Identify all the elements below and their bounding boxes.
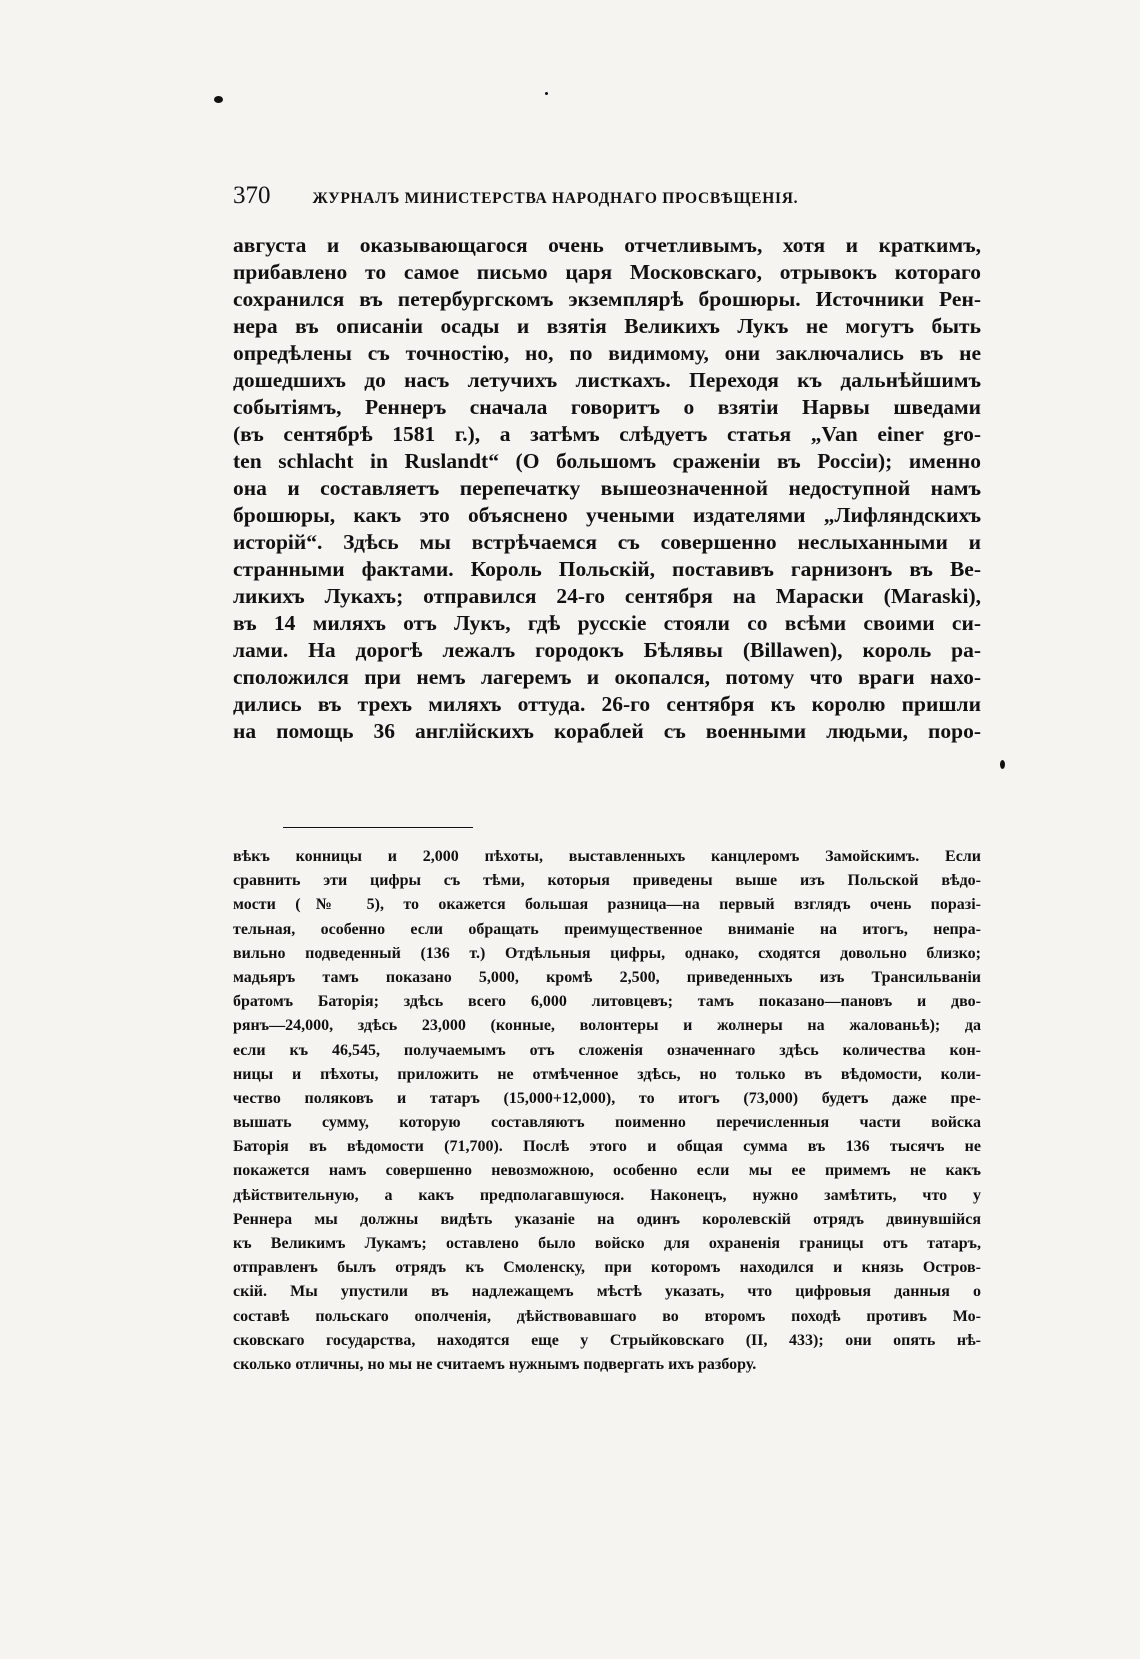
text-line: сохранился въ петербургскомъ экземплярѣ брошюры. Источники Рен- [233, 287, 981, 311]
footnote-line: мадьяръ тамъ показано 5,000, кромѣ 2,500, приведенныхъ изъ Трансильваніи [233, 968, 981, 986]
footnote-line: къ Великимъ Лукамъ; оставлено было войско для охраненія границы отъ татаръ, [233, 1235, 981, 1252]
text-line: дошедшихъ до насъ летучихъ листкахъ. Переходя къ дальнѣйшимъ [233, 368, 981, 392]
footnote-line: Баторія въ вѣдомости (71,700). Послѣ этого и общая сумма въ 136 тысячъ не [233, 1138, 981, 1156]
footnote-line: скій. Мы упустили въ надлежащемъ мѣстѣ указать, что цифровыя данныя о [233, 1283, 981, 1301]
footnote-line: чество поляковъ и татаръ (15,000+12,000), то итогъ (73,000) будетъ даже пре- [233, 1089, 981, 1107]
text-line: дились въ трехъ миляхъ оттуда. 26-го сентября къ королю пришли [233, 692, 981, 716]
footnote-line: ницы и пѣхоты, приложить не отмѣченное здѣсь, но только въ вѣдомости, коли- [233, 1065, 981, 1083]
text-line: въ 14 миляхъ отъ Лукъ, гдѣ русскіе стояли со всѣми своими си- [233, 611, 981, 635]
text-line: исторій“. Здѣсь мы встрѣчаемся съ совершенно неслыханными и [233, 530, 981, 554]
page-header [233, 182, 883, 212]
footnote-line: дѣйствительную, а какъ предполагавшуюся. Наконецъ, нужно замѣтить, что у [233, 1186, 981, 1204]
text-line: на помощь 36 англійскихъ кораблей съ военными людьми, поро- [233, 719, 981, 743]
text-line: опредѣлены съ точностію, но, по видимому, они заключались въ не [233, 341, 981, 365]
footnote-line: Реннера мы должны видѣть указаніе на одинъ королевскій отрядъ двинувшійся [233, 1210, 981, 1228]
ink-speck [545, 92, 548, 95]
text-line: событіямъ, Реннеръ сначала говоритъ о взятіи Нарвы шведами [233, 395, 981, 419]
text-line: брошюры, какъ это объяснено учеными издателями „Лифляндскихъ [233, 503, 981, 527]
ink-speck [1000, 760, 1005, 769]
text-line: лами. На дорогѣ лежалъ городокъ Бѣлявы (Billawen), король ра- [233, 638, 981, 662]
footnote-line: рянъ—24,000, здѣсь 23,000 (конные, волонтеры и жолнеры на жалованьѣ); да [233, 1017, 981, 1035]
footnote-line: братомъ Баторія; здѣсь всего 6,000 литовцевъ; тамъ показано—пановъ и дво- [233, 993, 981, 1011]
footnote-line: вѣкъ конницы и 2,000 пѣхоты, выставленныхъ канцлеромъ Замойскимъ. Если [233, 848, 981, 865]
footnote-line: вильно подведенный (136 т.) Отдѣльныя цифры, однако, сходятся довольно близко; [233, 944, 981, 962]
text-line: ликихъ Лукахъ; отправился 24-го сентября на Мараски (Maraski), [233, 584, 981, 608]
footnote-line: покажется намъ совершенно невозможною, особенно если мы ее примемъ не какъ [233, 1162, 981, 1180]
text-line: прибавлено то самое письмо царя Московскаго, отрывокъ котораго [233, 260, 981, 284]
text-line: (въ сентябрѣ 1581 г.), а затѣмъ слѣдуетъ статья „Van einer gro- [233, 422, 981, 446]
text-line: сположился при немъ лагеремъ и окопался, потому что враги нахо- [233, 665, 981, 689]
footnote-line: вышать сумму, которую составляютъ поименно перечисленныя части войска [233, 1114, 981, 1132]
footnote-line: сравнить эти цифры съ тѣми, которыя приведены выше изъ Польской вѣдо- [233, 872, 981, 890]
running-title: ЖУРНАЛЪ МИНИСТЕРСТВА НАРОДНАГО ПРОСВѢЩЕНІЯ. [312, 190, 799, 207]
footnote-line: сковскаго государства, находятся еще у Стрыйковскаго (II, 433); они опять нѣ- [233, 1331, 981, 1349]
text-line: странными фактами. Король Польскій, поставивъ гарнизонъ въ Ве- [233, 557, 981, 581]
footnote-line: сколько отличны, но мы не считаемъ нужнымъ подвергать ихъ разбору. [233, 1355, 757, 1373]
footnote [233, 845, 981, 1377]
text-line: она и составляетъ перепечатку вышеозначенной недоступной намъ [233, 476, 981, 500]
footnote-line: если къ 46,545, получаемымъ отъ сложенія означеннаго здѣсь количества кон- [233, 1041, 981, 1059]
page-number: 370 [233, 182, 271, 209]
footnote-line: отправленъ былъ отрядъ къ Смоленску, при которомъ находился и князь Остров- [233, 1259, 981, 1277]
text-line: ten schlacht in Ruslandt“ (О большомъ сраженіи въ Россіи); именно [233, 449, 981, 473]
footnote-separator [283, 827, 473, 828]
footnote-line: мости (№ 5), то окажется большая разница—на первый взглядъ очень поразі- [233, 896, 981, 914]
footnote-line: тельная, особенно если обращать преимущественное вниманіе на итогъ, непра- [233, 920, 981, 938]
text-line: августа и оказывающагося очень отчетливымъ, хотя и краткимъ, [233, 233, 981, 257]
footnote-line: составѣ польскаго ополченія, дѣйствовавшаго во второмъ походѣ противъ Мо- [233, 1307, 981, 1325]
text-line: нера въ описаніи осады и взятія Великихъ Лукъ не могутъ быть [233, 314, 981, 338]
ink-speck [214, 96, 223, 103]
main-text [233, 232, 981, 745]
